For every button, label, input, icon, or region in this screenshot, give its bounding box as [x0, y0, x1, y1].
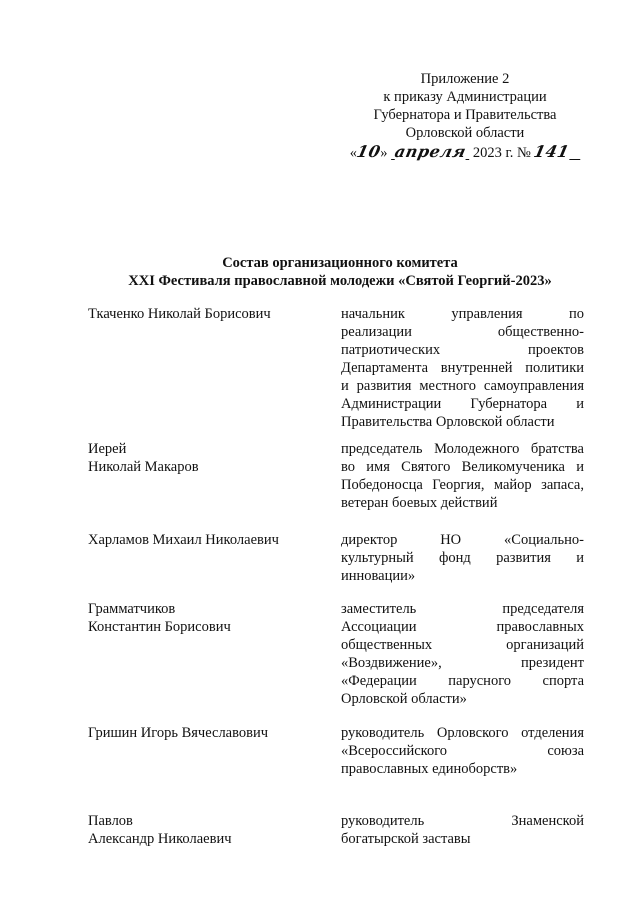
member-role-line: культурный фонд развития и — [341, 550, 584, 566]
member-role-line: «Федерации парусного спорта — [341, 673, 584, 689]
member-name-line: Николай Макаров — [88, 459, 199, 475]
appendix-line: Губернатора и Правительства — [373, 107, 557, 123]
date-day-handwritten: 10 — [355, 142, 383, 161]
member-name-line: Грамматчиков — [88, 601, 176, 617]
member-role-line: патриотических проектов — [341, 342, 584, 358]
document-title — [60, 254, 620, 290]
member-role — [341, 531, 584, 585]
title-line-1: Состав организационного комитета — [222, 255, 458, 271]
member-role-line: реализации общественно- — [341, 324, 584, 340]
member-role-line: Администрации Губернатора и — [341, 396, 584, 412]
member-role-line: общественных организаций — [341, 637, 584, 653]
member-role-line: ветеран боевых действий — [341, 495, 498, 511]
member-role-line: богатырской заставы — [341, 831, 471, 847]
member-name-line: Иерей — [88, 441, 127, 457]
member-role-line: Орловской области» — [341, 691, 467, 707]
appendix-line: Орловской области — [405, 125, 525, 141]
member-role — [341, 600, 584, 708]
title-line-2: XXI Фестиваля православной молодежи «Святой Георгий-2023» — [128, 273, 552, 289]
member-role-line: руководитель Знаменской — [341, 813, 584, 829]
member-role-line: «Воздвижение», президент — [341, 655, 584, 671]
member-role-line: во имя Святого Великомученика и — [341, 459, 584, 475]
appendix-header — [330, 70, 600, 162]
order-number — [532, 142, 580, 161]
member-role-line: Победоносца Георгия, майор запаса, — [341, 477, 584, 493]
member-name-line: Александр Николаевич — [88, 831, 232, 847]
member-role — [341, 812, 584, 848]
member-name — [88, 600, 328, 636]
order-date-line — [330, 143, 600, 162]
member-name-line: Гришин Игорь Вячеславович — [88, 725, 269, 741]
member-role-line: начальник управления по — [341, 306, 584, 322]
date-year-text: 2023 г. № — [472, 145, 531, 161]
member-role-line: директор НО «Социально- — [341, 532, 584, 548]
member-name — [88, 812, 328, 848]
member-name — [88, 440, 328, 476]
member-role-line: Департамента внутренней политики — [341, 360, 584, 376]
member-name — [88, 724, 328, 742]
member-role-line: и развития местного самоуправления — [341, 378, 584, 394]
member-role-line: инновации» — [341, 568, 416, 584]
date-day — [355, 142, 383, 161]
member-name-line: Ткаченко Николай Борисович — [88, 306, 271, 322]
member-role — [341, 724, 584, 778]
member-role-line: православных единоборств» — [341, 761, 518, 777]
member-role-line: председатель Молодежного братства — [341, 441, 584, 457]
member-role — [341, 305, 584, 431]
member-role-line: Правительства Орловской области — [341, 414, 555, 430]
member-name — [88, 305, 328, 323]
order-number-handwritten: 141 — [532, 142, 572, 161]
appendix-line: к приказу Администрации — [383, 89, 547, 105]
member-name-line: Константин Борисович — [88, 619, 231, 635]
date-close-quote: » — [380, 145, 388, 161]
member-role-line: «Всероссийского союза — [341, 743, 584, 759]
member-name-line: Харламов Михаил Николаевич — [88, 532, 279, 548]
date-month-handwritten: апреля — [392, 142, 468, 161]
appendix-line: Приложение 2 — [420, 71, 510, 87]
member-name-line: Павлов — [88, 813, 133, 829]
member-role-line: заместитель председателя — [341, 601, 584, 617]
date-open-quote: « — [349, 145, 357, 161]
date-month — [391, 142, 469, 161]
member-role-line: руководитель Орловского отделения — [341, 725, 584, 741]
member-role — [341, 440, 584, 512]
member-role-line: Ассоциации православных — [341, 619, 584, 635]
member-name — [88, 531, 328, 549]
